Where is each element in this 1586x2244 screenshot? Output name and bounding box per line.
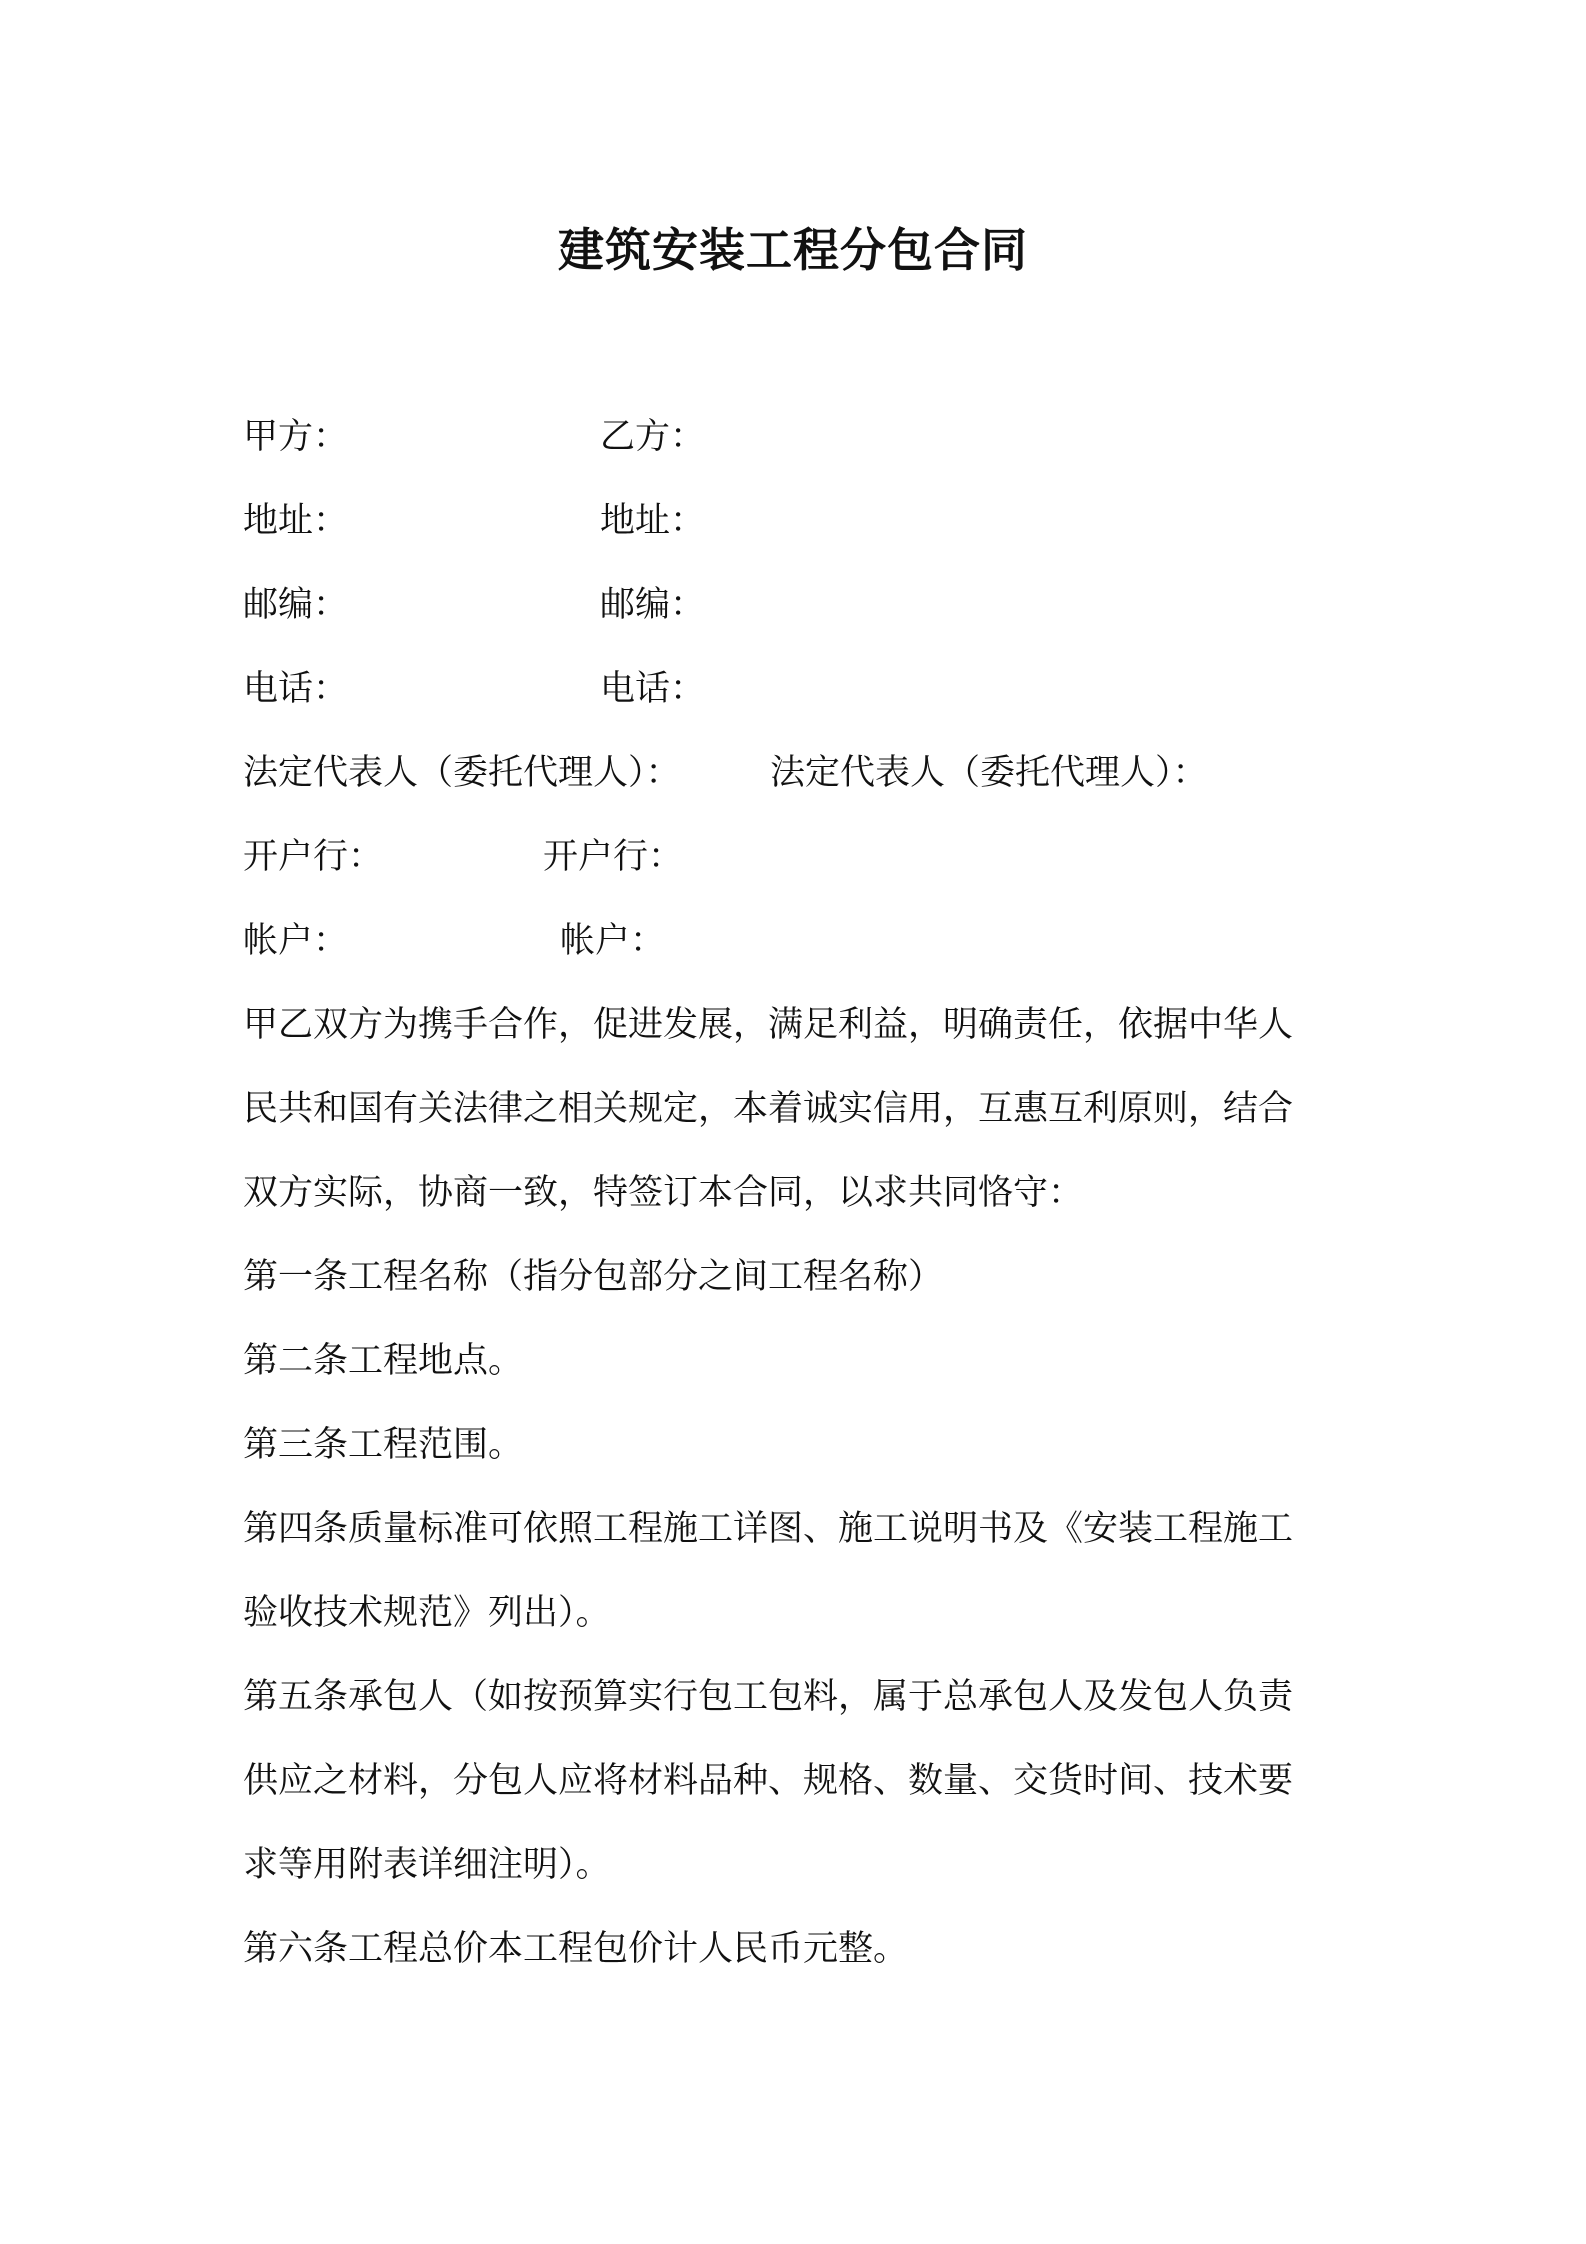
party-a-address: 地址： <box>243 501 349 541</box>
party-b-label: 乙方： <box>600 417 706 457</box>
party-b-address: 地址： <box>600 501 706 541</box>
party-b-postcode: 邮编： <box>600 585 706 625</box>
body-line: 双方实际，协商一致，特签订本合同，以求共同恪守： <box>243 1173 1084 1213</box>
party-a-postcode: 邮编： <box>243 585 349 625</box>
clause-3: 第三条工程范围。 <box>243 1425 524 1465</box>
clause-5-cont: 供应之材料，分包人应将材料品种、规格、数量、交货时间、技术要 <box>243 1761 1294 1801</box>
party-a-label: 甲方： <box>243 417 349 457</box>
clause-2: 第二条工程地点。 <box>243 1341 524 1381</box>
clause-4-cont: 验收技术规范》列出）。 <box>243 1593 611 1633</box>
body-line: 甲乙双方为携手合作，促进发展，满足利益，明确责任，依据中华人 <box>243 1005 1294 1045</box>
clause-6: 第六条工程总价本工程包价计人民币元整。 <box>243 1929 909 1969</box>
clause-5-cont: 求等用附表详细注明）。 <box>243 1845 611 1885</box>
party-a-bank: 开户行： <box>243 837 384 877</box>
clause-5: 第五条承包人（如按预算实行包工包料，属于总承包人及发包人负责 <box>243 1677 1294 1717</box>
party-a-account: 帐户： <box>243 921 349 961</box>
party-a-phone: 电话： <box>243 669 349 709</box>
party-b-phone: 电话： <box>600 669 706 709</box>
clause-4: 第四条质量标准可依照工程施工详图、施工说明书及《安装工程施工 <box>243 1509 1294 1549</box>
party-a-legal-rep: 法定代表人（委托代理人）： <box>243 753 681 793</box>
document-title: 建筑安装工程分包合同 <box>558 223 1028 277</box>
party-b-account: 帐户： <box>560 921 666 961</box>
body-line: 民共和国有关法律之相关规定，本着诚实信用，互惠互利原则，结合 <box>243 1089 1294 1129</box>
clause-1: 第一条工程名称（指分包部分之间工程名称） <box>243 1257 944 1297</box>
party-b-bank: 开户行： <box>543 837 684 877</box>
party-b-legal-rep: 法定代表人（委托代理人）： <box>770 753 1208 793</box>
